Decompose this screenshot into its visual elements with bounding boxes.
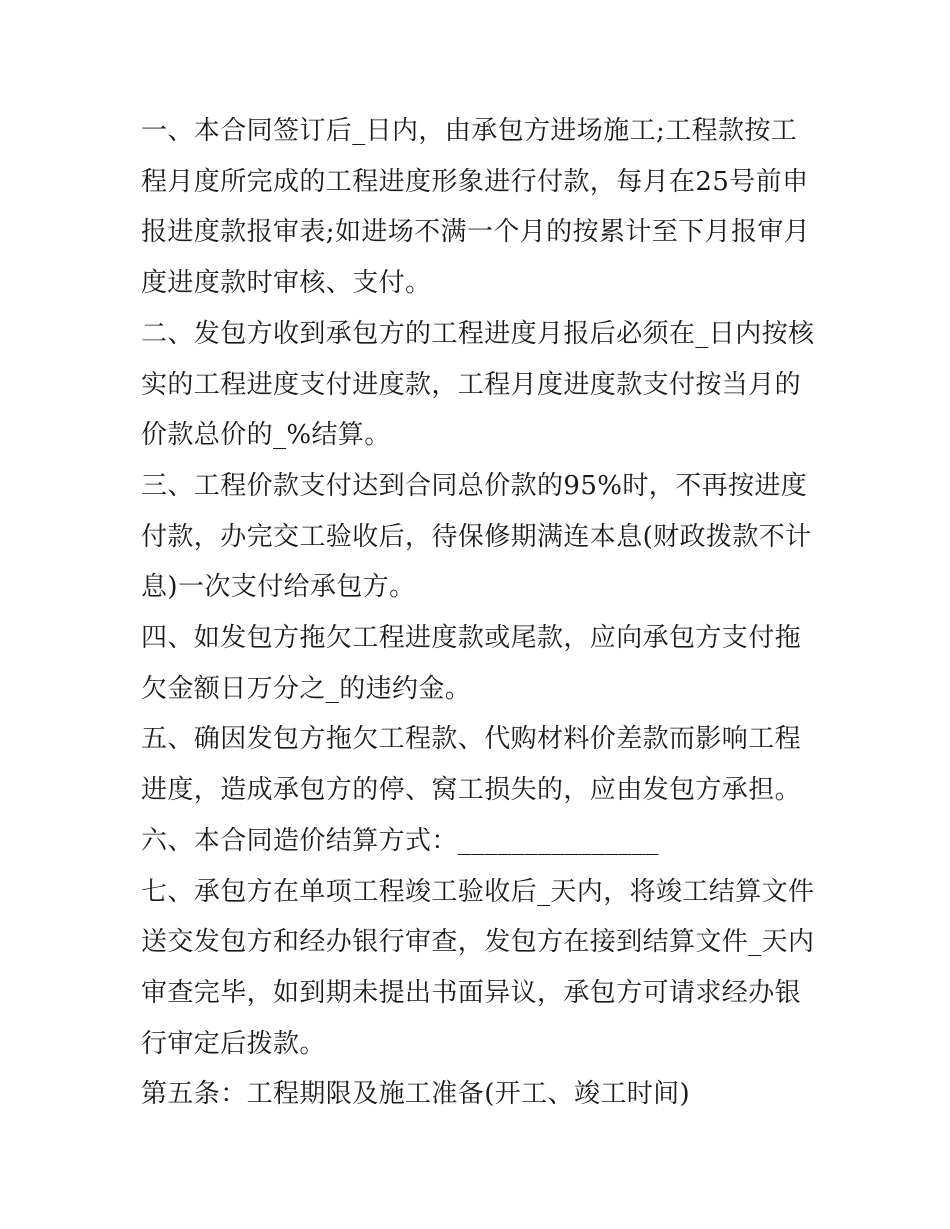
clause-7-paragraph: 七、承包方在单项工程竣工验收后_天内，将竣工结算文件送交发包方和经办银行审查，发包方在接到结算文件_天内审查完毕，如到期未提出书面异议，承包方可请求经办银行审定后拨款。 [141, 876, 815, 1059]
clause-6-paragraph: 六、本合同造价结算方式：_______________ [141, 825, 659, 856]
clause-5-paragraph: 五、确因发包方拖欠工程款、代购材料价差款而影响工程进度，造成承包方的停、窝工损失的，应由发包方承担。 [141, 724, 802, 806]
document-body [141, 106, 821, 1120]
clause-1-paragraph: 一、本合同签订后_日内，由承包方进场施工;工程款按工程月度所完成的工程进度形象进行付款，每月在25号前申报进度款报审表;如进场不满一个月的按累计至下月报审月度进度款时审核、支付。 [141, 116, 811, 299]
clause-2-paragraph: 二、发包方收到承包方的工程进度月报后必须在_日内按核实的工程进度支付进度款，工程月度进度款支付按当月的价款总价的_%结算。 [141, 318, 815, 451]
article-5-heading: 第五条：工程期限及施工准备(开工、竣工时间) [141, 1079, 691, 1110]
clause-4-paragraph: 四、如发包方拖欠工程进度款或尾款，应向承包方支付拖欠金额日万分之_的违约金。 [141, 623, 802, 704]
clause-3-paragraph: 三、工程价款支付达到合同总价款的95%时，不再按进度付款，办完交工验收后，待保修期满连本息(财政拨款不计息)一次支付给承包方。 [141, 470, 812, 603]
